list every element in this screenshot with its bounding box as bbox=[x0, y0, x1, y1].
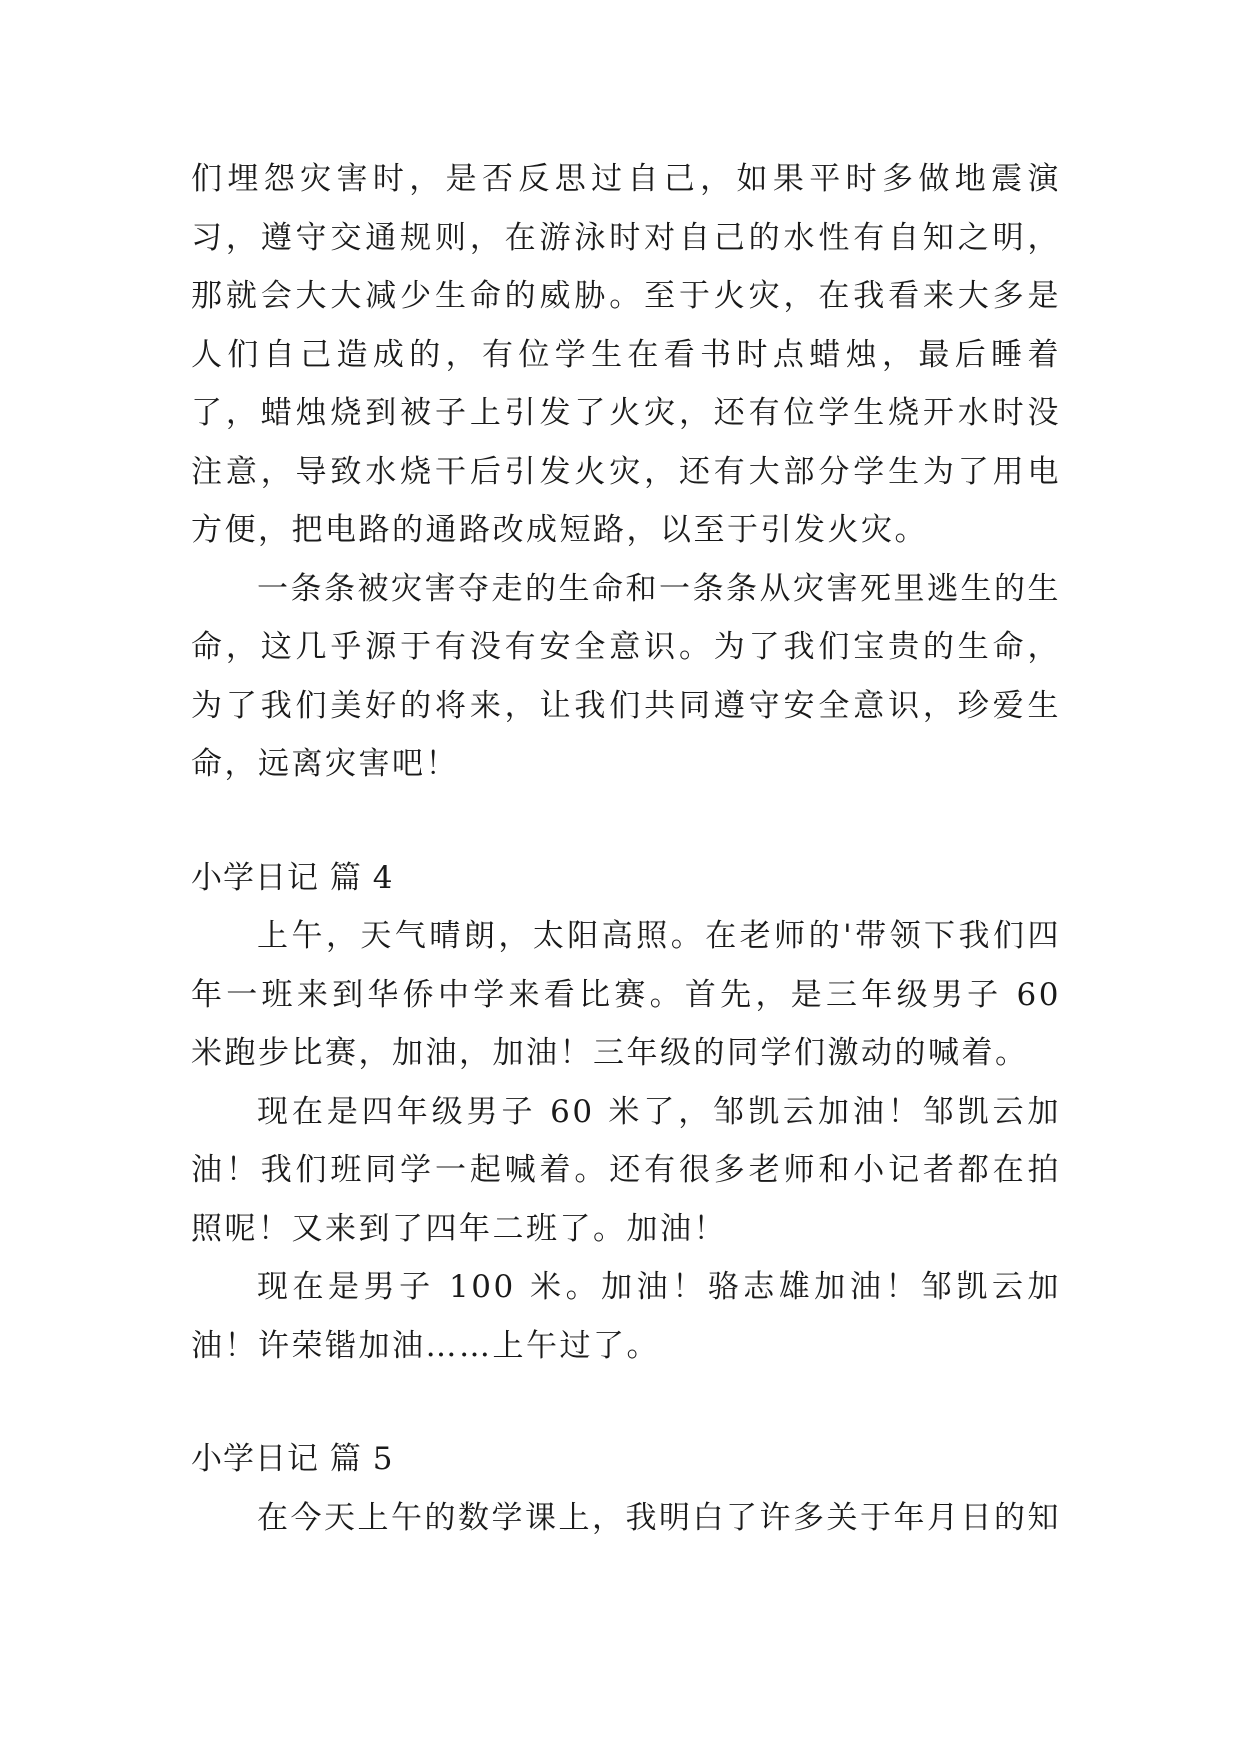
paragraph: 现在是四年级男子 60 米了，邹凯云加油！邹凯云加油！我们班同学一起喊着。还有很多老师和小记者都在拍照呢！又来到了四年二班了。加油！ bbox=[191, 1093, 1061, 1247]
document-page bbox=[191, 150, 1061, 1547]
section-heading: 小学日记 篇 4 bbox=[191, 859, 394, 896]
paragraph: 现在是男子 100 米。加油！骆志雄加油！邹凯云加油！许荣锴加油……上午过了。 bbox=[191, 1269, 1061, 1364]
paragraph: 上午，天气晴朗，太阳高照。在老师的'带领下我们四年一班来到华侨中学来看比赛。首先，是三年级男子 60 米跑步比赛，加油，加油！三年级的同学们激动的喊着。 bbox=[191, 918, 1061, 1071]
paragraph-conclusion: 一条条被灾害夺走的生命和一条条从灾害死里逃生的生命，这几乎源于有没有安全意识。为了我们宝贵的生命，为了我们美好的将来，让我们共同遵守安全意识，珍爱生命，远离灾害吧！ bbox=[191, 570, 1061, 782]
diary-section-5 bbox=[191, 1430, 1061, 1547]
section-heading: 小学日记 篇 5 bbox=[191, 1441, 394, 1477]
diary-section-4 bbox=[191, 849, 1061, 1376]
paragraph-continued: 们埋怨灾害时，是否反思过自己，如果平时多做地震演习，遵守交通规则，在游泳时对自己的水性有自知之明，那就会大大减少生命的威胁。至于火灾，在我看来大多是人们自己造成的，有位学生在看书时点蜡烛，最后睡着了，蜡烛烧到被子上引发了火灾，还有位学生烧开水时没注意，导致水烧干后引发火灾，还有大部分学生为了用电方便，把电路的通路改成短路，以至于引发火灾。 bbox=[191, 161, 1061, 548]
paragraph: 在今天上午的数学课上，我明白了许多关于年月日的知 bbox=[257, 1499, 1061, 1536]
